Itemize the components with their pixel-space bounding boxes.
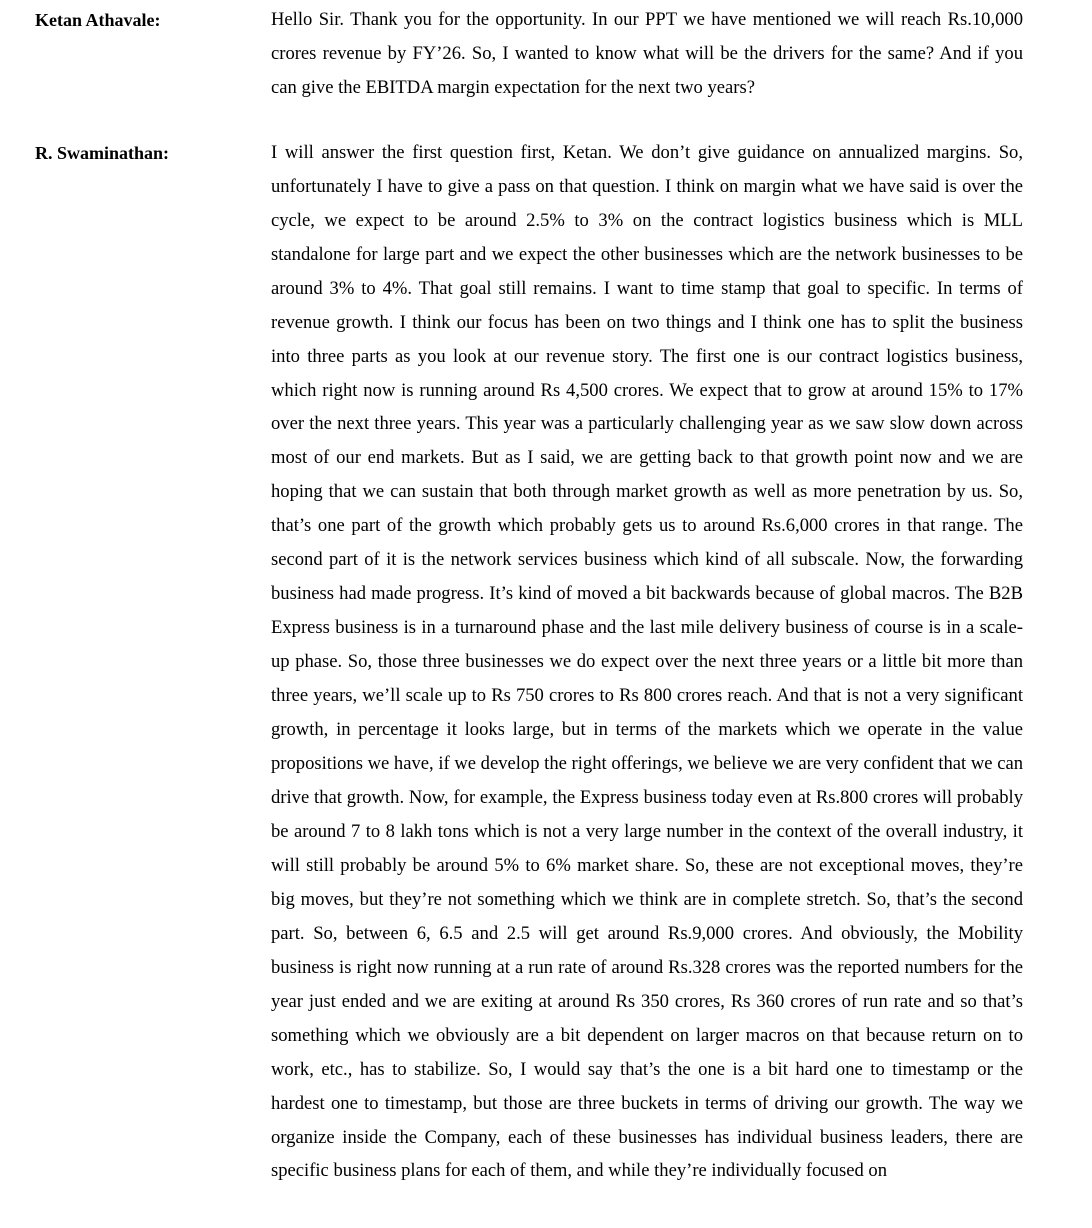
transcript-turn <box>0 136 1092 1189</box>
transcript-turn <box>0 3 1092 105</box>
speaker-name: R. Swaminathan: <box>35 142 170 163</box>
speech-text: I will answer the first question first, Ketan. We don’t give guidance on annualized margins. So, unfortunately I have to give a pass on that question. I think on margin what we have said is over the cycle, we expect to be around 2.5% to 3% on the contract logistics business which is MLL standalone for large part and we expect the other businesses which are the network businesses to be around 3% to 4%. That goal still remains. I want to time stamp that goal to specific. In terms of revenue growth. I think our focus has been on two things and I think one has to split the business into three parts as you look at our revenue story. The first one is our contract logistics business, which right now is running around Rs 4,500 crores. We expect that to grow at around 15% to 17% over the next three years. This year was a particularly challenging year as we saw slow down across most of our end markets. But as I said, we are getting back to that growth point now and we are hoping that we can sustain that both through market growth as well as more penetration by us. So, that’s one part of the growth which probably gets us to around Rs.6,000 crores in that range. The second part of it is the network services business which kind of all subscale. Now, the forwarding business had made progress. It’s kind of moved a bit backwards because of global macros. The B2B Express business is in a turnaround phase and the last mile delivery business of course is in a scale-up phase. So, those three businesses we do expect over the next three years or a little bit more than three years, we’ll scale up to Rs 750 crores to Rs 800 crores reach. And that is not a very significant growth, in percentage it looks large, but in terms of the markets which we operate in the value propositions we have, if we develop the right offerings, we believe we are very confident that we can drive that growth. Now, for example, the Express business today even at Rs.800 crores will probably be around 7 to 8 lakh tons which is not a very large number in the context of the overall industry, it will still probably be around 5% to 6% market share. So, these are not exceptional moves, they’re big moves, but they’re not something which we think are in complete stretch. So, that’s the second part. So, between 6, 6.5 and 2.5 will get around Rs.9,000 crores. And obviously, the Mobility business is right now running at a run rate of around Rs.328 crores was the reported numbers for the year just ended and we are exiting at around Rs 350 crores, Rs 360 crores of run rate and so that’s something which we obviously are a bit dependent on larger macros on that because return on to work, etc., has to stabilize. So, I would say that’s the one is a bit hard one to timestamp or the hardest one to timestamp, but those are three buckets in terms of driving our growth. The way we organize inside the Company, each of these businesses has individual business leaders, there are specific business plans for each of them, and while they’re individually focused on <box>271 141 1023 1182</box>
speaker-name: Ketan Athavale: <box>35 10 161 30</box>
speech-text: Hello Sir. Thank you for the opportunity. In our PPT we have mentioned we will reach Rs.10,000 crores revenue by FY’26. So, I wanted to know what will be the drivers for the same? And if you can give the EBITDA margin expectation for the next two years? <box>271 9 1023 98</box>
